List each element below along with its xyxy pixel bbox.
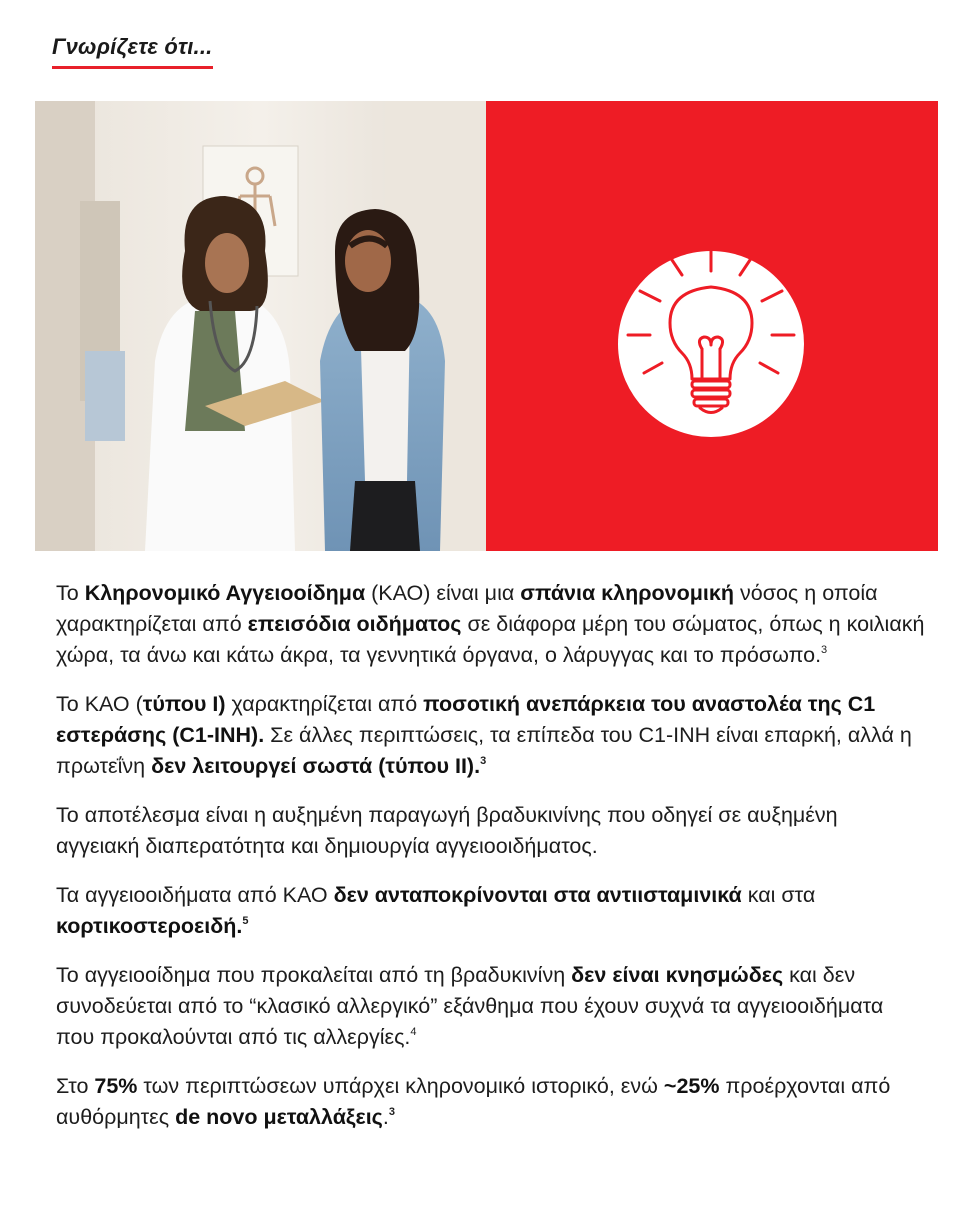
reference-superscript: 3 bbox=[480, 755, 487, 767]
text-run: Το αποτέλεσμα είναι η αυξημένη παραγωγή βραδυκινίνης που οδηγεί σε αυξημένη αγγειακή διαπερατότητα και δημιουργία αγγειοοιδήματος. bbox=[56, 803, 838, 858]
text-run: και στα bbox=[741, 883, 816, 907]
text-run: Τα αγγειοοιδήματα από ΚΑΟ bbox=[56, 883, 334, 907]
text-run: και δεν συνοδεύεται από το “κλασικό αλλεργικό” εξάνθημα που έχουν συχνά τα αγγειοοιδήματα που προκαλούνται από τις αλλεργίες. bbox=[56, 963, 884, 1049]
text-run: χαρακτηρίζεται από bbox=[225, 692, 424, 716]
emphasis-text: δεν λειτουργεί σωστά (τύπου II). bbox=[151, 754, 481, 778]
page-title: Γνωρίζετε ότι... bbox=[52, 34, 213, 69]
paragraph bbox=[56, 800, 926, 862]
lightbulb-icon bbox=[618, 251, 804, 437]
text-run: Το ΚΑΟ ( bbox=[56, 692, 143, 716]
emphasis-text: ~25% bbox=[663, 1074, 720, 1098]
hero-banner bbox=[35, 101, 938, 551]
emphasis-text: σπάνια κληρονομική bbox=[520, 581, 735, 605]
bulb-circle bbox=[618, 251, 804, 437]
doctor-patient-photo bbox=[35, 101, 486, 551]
text-run: των περιπτώσεων υπάρχει κληρονομικό ιστορικό, ενώ bbox=[137, 1074, 664, 1098]
emphasis-text: Κληρονομικό Αγγειοοίδημα bbox=[84, 581, 366, 605]
emphasis-text: de novo μεταλλάξεις bbox=[175, 1105, 383, 1129]
paragraph bbox=[56, 960, 926, 1053]
paragraph bbox=[56, 880, 926, 942]
paragraph bbox=[56, 578, 926, 671]
reference-superscript: 3 bbox=[388, 1106, 395, 1118]
emphasis-text: ποσοτική ανεπάρκεια του αναστολέα της C1 εστεράσης (C1-INH). bbox=[56, 692, 876, 747]
photo-illustration bbox=[35, 101, 486, 551]
emphasis-text: δεν ανταποκρίνονται στα αντιισταμινικά bbox=[333, 883, 742, 907]
emphasis-text: κορτικοστεροειδή. bbox=[56, 914, 243, 938]
header bbox=[52, 34, 213, 69]
emphasis-text: 75% bbox=[94, 1074, 138, 1098]
text-run: Στο bbox=[56, 1074, 95, 1098]
paragraph bbox=[56, 689, 926, 782]
text-run: νόσος η οποία χαρακτηρίζεται από bbox=[56, 581, 878, 636]
text-run: Σε άλλες περιπτώσεις, τα επίπεδα του C1-INH είναι επαρκή, αλλά η πρωτεΐνη bbox=[56, 723, 912, 778]
text-run: . bbox=[382, 1105, 389, 1129]
text-run: Το αγγειοοίδημα που προκαλείται από τη βραδυκινίνη bbox=[56, 963, 572, 987]
accent-panel bbox=[486, 101, 938, 551]
text-run: προέρχονται από αυθόρμητες bbox=[56, 1074, 891, 1129]
paragraph bbox=[56, 1071, 926, 1133]
text-run: (ΚΑΟ) είναι μια bbox=[365, 581, 521, 605]
body-text bbox=[56, 578, 926, 1151]
emphasis-text: τύπου I) bbox=[142, 692, 226, 716]
emphasis-text: δεν είναι κνησμώδες bbox=[571, 963, 784, 987]
text-run: σε διάφορα μέρη του σώματος, όπως η κοιλιακή χώρα, τα άνω και κάτω άκρα, τα γεννητικά όργανα, ο λάρυγγας και το πρόσωπο. bbox=[56, 612, 925, 667]
reference-superscript: 3 bbox=[821, 644, 828, 656]
emphasis-text: επεισόδια οιδήματος bbox=[247, 612, 462, 636]
text-run: Το bbox=[56, 581, 85, 605]
reference-superscript: 5 bbox=[242, 915, 249, 927]
reference-superscript: 4 bbox=[410, 1026, 417, 1038]
